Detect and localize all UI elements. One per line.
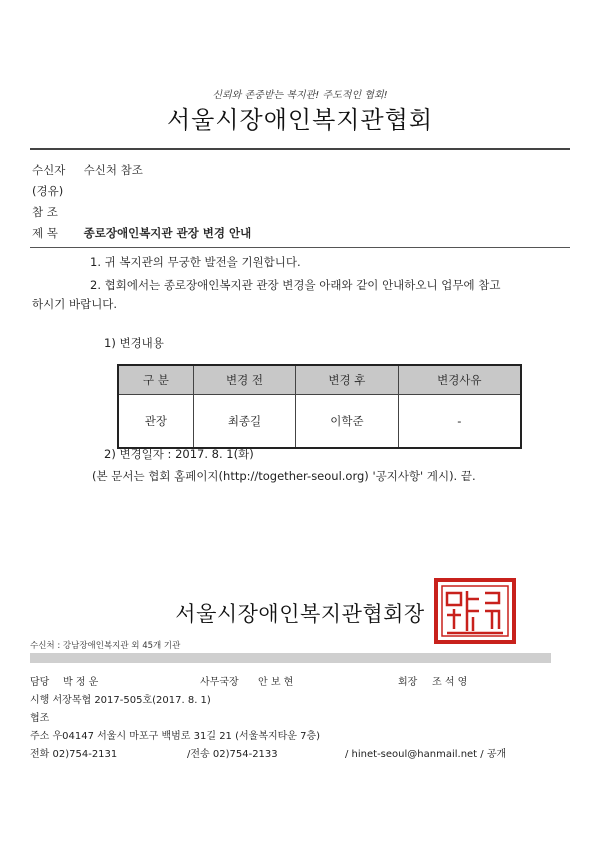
recipient-label: 수신자 <box>32 163 66 177</box>
table-header: 구 분 <box>118 365 193 395</box>
table-header: 변경 전 <box>193 365 295 395</box>
secretary-general-name: 안 보 현 <box>258 677 294 688</box>
section-change-date: 2) 변경일자 : 2017. 8. 1(화) <box>104 447 254 461</box>
staff-name: 박 정 운 <box>63 677 99 688</box>
chair-name: 조 석 영 <box>432 677 468 688</box>
subject-label: 제 목 <box>32 226 58 240</box>
email-disclosure: / hinet-seoul@hanmail.net / 공개 <box>345 749 507 760</box>
official-seal-icon <box>433 577 517 645</box>
enforcement-number: 시행 서장목협 2017-505호(2017. 8. 1) <box>30 695 211 706</box>
header-divider <box>30 148 570 150</box>
phone: 전화 02)754-2131 <box>30 749 118 760</box>
reference-label: 참 조 <box>32 205 58 219</box>
recipient-value: 수신처 참조 <box>83 163 143 177</box>
recipient-row <box>32 162 143 178</box>
address: 주소 우04147 서울시 마포구 백범로 31길 21 (서울복지타운 7층) <box>30 731 321 742</box>
via-row <box>32 183 63 199</box>
paragraph-1: 1. 귀 복지관의 무궁한 발전을 기원합니다. <box>90 255 301 269</box>
table-row <box>118 395 521 449</box>
subject-divider <box>30 247 570 248</box>
table-cell: 관장 <box>118 395 193 449</box>
organization-title: 서울시장애인복지관협회 <box>166 106 434 134</box>
subject-row <box>32 225 251 241</box>
fax: /전송 02)754-2133 <box>187 749 278 760</box>
staff-label: 담당 <box>30 677 50 688</box>
slogan: 신뢰와 존중받는 복지관! 주도적인 협회! <box>212 90 388 101</box>
table-cell: - <box>398 395 521 449</box>
recipients-list: 수신처 : 강남장애인복지관 외 45개 기관 <box>30 641 181 651</box>
chair-label: 회장 <box>398 677 418 688</box>
table-header-row <box>118 365 521 395</box>
cooperation-label: 협조 <box>30 713 50 724</box>
gray-divider-bar <box>30 653 551 663</box>
closing-note: (본 문서는 협회 홈페이지(http://together-seoul.org) '공지사항' 게시). 끝. <box>92 469 476 483</box>
president-title: 서울시장애인복지관협회장 <box>175 602 425 626</box>
table-header: 변경 후 <box>296 365 398 395</box>
section-change-content: 1) 변경내용 <box>104 336 164 350</box>
table-cell: 최종길 <box>193 395 295 449</box>
reference-row <box>32 204 58 220</box>
paragraph-2-line-2: 하시기 바랍니다. <box>32 297 118 311</box>
paragraph-2-line-1: 2. 협회에서는 종로장애인복지관 관장 변경을 아래와 같이 안내하오니 업무에 참고 <box>90 278 501 292</box>
table-cell: 이학준 <box>296 395 398 449</box>
secretary-general-label: 사무국장 <box>200 677 239 688</box>
change-table <box>117 364 522 449</box>
table-header: 변경사유 <box>398 365 521 395</box>
subject-value: 종로장애인복지관 관장 변경 안내 <box>83 226 252 240</box>
via-label: (경유) <box>32 184 64 198</box>
